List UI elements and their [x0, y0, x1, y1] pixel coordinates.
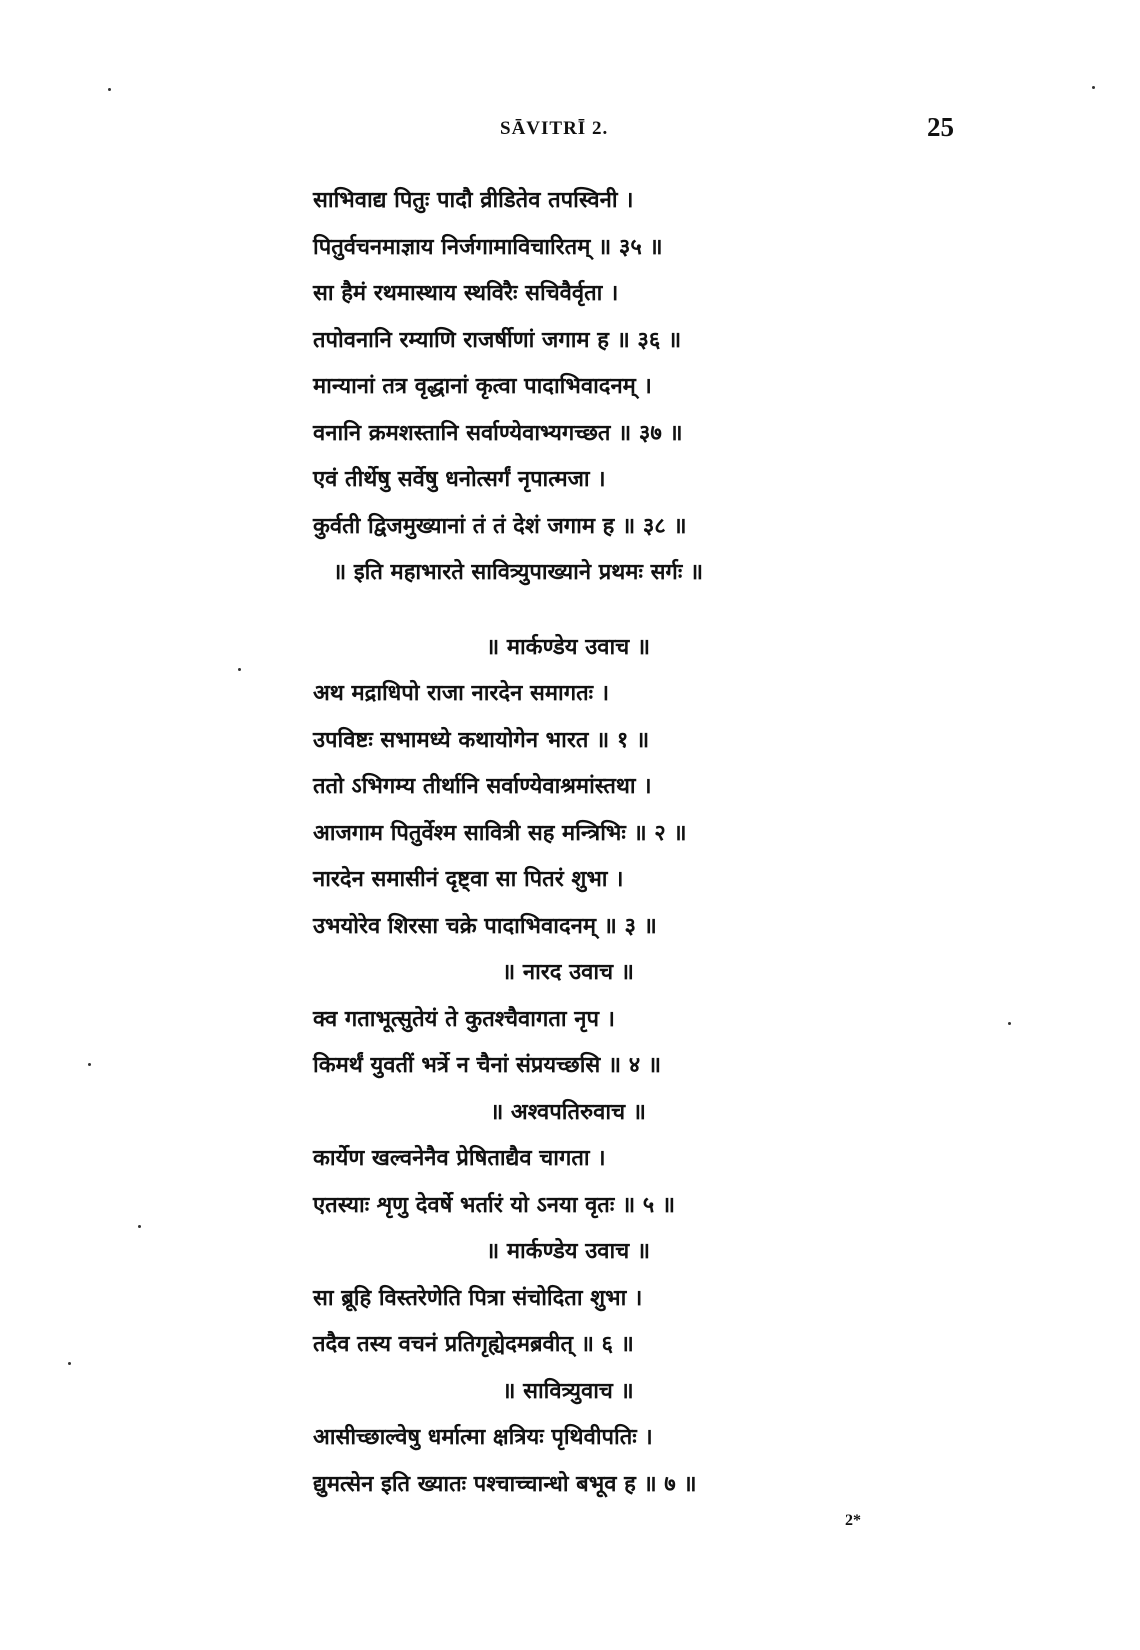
verse-line: क्व गताभूत्सुतेयं ते कुतश्चैवागता नृप ।: [313, 1006, 615, 1032]
verse-line: एतस्याः शृणु देवर्षे भर्तारं यो ऽनया वृतः ॥ ५ ॥: [313, 1192, 676, 1218]
verse-line: पितुर्वचनमाज्ञाय निर्जगामाविचारितम् ॥ ३५ ॥: [313, 234, 663, 260]
signature-mark: 2*: [845, 1512, 861, 1529]
scan-speck: [1092, 86, 1095, 89]
sanskrit-text-block: [313, 178, 783, 1508]
scan-speck: [1008, 1022, 1011, 1025]
verse-line: तपोवनानि रम्याणि राजर्षीणां जगाम ह ॥ ३६ ॥: [313, 327, 682, 353]
verse-line: नारदेन समासीनं दृष्ट्वा सा पितरं शुभा ।: [313, 867, 624, 892]
scan-speck: [88, 1063, 91, 1066]
verse-line: उपविष्टः सभामध्ये कथायोगेन भारत ॥ १ ॥: [313, 727, 650, 753]
verse-line: मान्यानां तत्र वृद्धानां कृत्वा पादाभिवादनम् ।: [313, 374, 652, 399]
verse-line: साभिवाद्य पितुः पादौ व्रीडितेव तपस्विनी ।: [313, 188, 634, 213]
scan-speck: [68, 1362, 71, 1365]
verse-line: किमर्थं युवतीं भर्त्रे न चैनां संप्रयच्छसि ॥ ४ ॥: [313, 1053, 662, 1078]
verse-line: द्युमत्सेन इति ख्यातः पश्चाच्चान्धो बभूव ह ॥ ७ ॥: [313, 1471, 697, 1497]
speaker-heading: ॥ सावित्र्युवाच ॥: [502, 1378, 634, 1404]
verse-line: अथ मद्राधिपो राजा नारदेन समागतः ।: [313, 681, 610, 706]
verse-line: ततो ऽभिगम्य तीर्थानि सर्वाण्येवाश्रमांस्तथा ।: [313, 774, 652, 799]
speaker-heading: ॥ नारद उवाच ॥: [502, 960, 634, 985]
verse-line: उभयोरेव शिरसा चक्रे पादाभिवादनम् ॥ ३ ॥: [313, 913, 657, 939]
verse-line: आसीच्छाल्वेषु धर्मात्मा क्षत्रियः पृथिवीपतिः ।: [313, 1425, 653, 1450]
scan-speck: [138, 1225, 141, 1228]
section-gap: [313, 597, 783, 625]
verse-line: आजगाम पितुर्वेश्म सावित्री सह मन्त्रिभिः ॥ २ ॥: [313, 820, 687, 846]
speaker-heading: ॥ मार्कण्डेय उवाच ॥: [485, 1239, 651, 1264]
scan-speck: [108, 88, 111, 91]
running-header-title: SĀVITRĪ 2.: [500, 118, 609, 139]
speaker-heading: ॥ मार्कण्डेय उवाच ॥: [485, 634, 651, 660]
page-number: 25: [927, 112, 954, 142]
verse-line: एवं तीर्थेषु सर्वेषु धनोत्सर्गं नृपात्मजा ।: [313, 467, 606, 492]
scan-speck: [238, 668, 241, 671]
verse-line: कार्येण खल्वनेनैव प्रेषिताद्यैव चागता ।: [313, 1146, 606, 1171]
speaker-heading: ॥ अश्वपतिरुवाच ॥: [490, 1099, 646, 1125]
verse-line: वनानि क्रमशस्तानि सर्वाण्येवाभ्यगच्छत ॥ ३७ ॥: [313, 420, 683, 446]
chapter-colophon: ॥ इति महाभारते सावित्र्युपाख्याने प्रथमः सर्गः ॥: [333, 560, 704, 585]
verse-line: सा हैमं रथमास्थाय स्थविरैः सचिवैर्वृता ।: [313, 281, 619, 306]
verse-line: तदैव तस्य वचनं प्रतिगृह्येदमब्रवीत् ॥ ६ ॥: [313, 1332, 634, 1357]
verse-line: सा ब्रूहि विस्तरेणेति पित्रा संचोदिता शुभा ।: [313, 1285, 643, 1311]
verse-line: कुर्वती द्विजमुख्यानां तं तं देशं जगाम ह ॥ ३८ ॥: [313, 513, 687, 539]
